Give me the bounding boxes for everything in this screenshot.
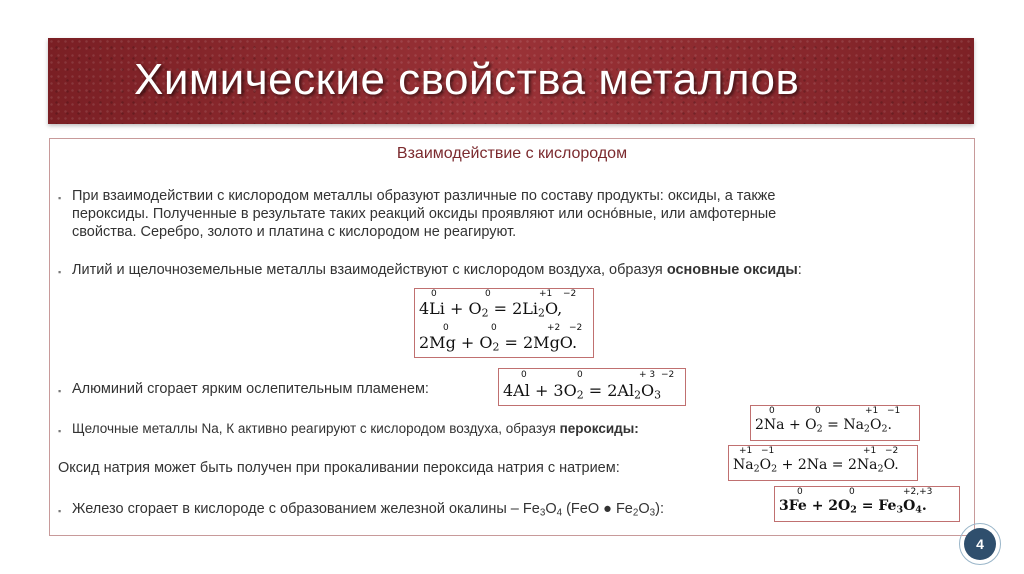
section-subtitle: Взаимодействие с кислородом	[396, 145, 628, 162]
paragraph-line: При взаимодействии с кислородом металлы образуют различные по составу продукты: оксиды, а также	[72, 188, 776, 204]
equation-sodium-peroxide	[755, 417, 892, 434]
equation-box-na	[750, 405, 920, 441]
bullet-icon: ▪	[58, 193, 62, 203]
eq-part: O	[759, 457, 772, 473]
eq-part: .	[887, 417, 892, 433]
formula-sub: 3	[649, 507, 656, 519]
oxidation-state: −2	[885, 446, 899, 456]
equation-aluminium	[503, 381, 661, 402]
eq-part: O.	[883, 457, 899, 473]
paragraph-text: Железо сгорает в кислороде с образованием железной окалины – Fe	[72, 501, 540, 517]
formula-sub: 2	[632, 507, 639, 519]
oxidation-state: −2	[569, 323, 583, 333]
eq-sub: 2	[771, 463, 778, 475]
paragraph-text: Щелочные металлы Na, К активно реагируют с кислородом воздуха, образуя	[72, 421, 560, 436]
bold-term: пероксиды:	[559, 421, 639, 436]
eq-part: 4Al + 3O	[503, 381, 577, 400]
eq-sub: 3	[896, 504, 904, 516]
oxidation-state: 0	[797, 487, 803, 497]
formula-part: O	[545, 501, 557, 517]
eq-part: 4Li + O	[419, 299, 482, 318]
oxidation-state: +1	[863, 446, 877, 456]
oxidation-state: +2	[547, 323, 561, 333]
eq-sub: 2	[881, 423, 888, 435]
eq-sub: 2	[538, 306, 545, 320]
eq-sub: 2	[816, 423, 823, 435]
eq-part: 2Mg + O	[419, 333, 493, 352]
oxidation-state: 0	[521, 370, 527, 380]
equation-box-na2o	[728, 445, 918, 481]
eq-part: O,	[544, 299, 563, 318]
content-panel	[49, 138, 975, 536]
eq-part: .	[921, 498, 927, 514]
formula-part: ):	[655, 501, 664, 517]
paragraph-lithium	[72, 261, 802, 279]
bullet-icon: ▪	[58, 267, 62, 277]
paragraph-line: пероксиды. Полученные в результате таких реакций оксиды проявляют или осно́вные, или амфотерные	[72, 206, 777, 222]
oxidation-state: −1	[887, 406, 901, 416]
eq-part: 3Fe + 2O	[779, 498, 851, 514]
eq-part: = Na	[822, 417, 864, 433]
eq-part: Na	[733, 457, 754, 473]
equation-box-fe	[774, 486, 960, 522]
paragraph-line: свойства. Серебро, золото и платина с кислородом не реагируют.	[72, 224, 517, 240]
eq-sub: 2	[576, 388, 584, 402]
equation-lithium	[419, 299, 562, 320]
oxidation-state: −1	[761, 446, 775, 456]
oxidation-state: + 3	[639, 370, 656, 380]
bullet-icon: ▪	[58, 426, 62, 436]
oxidation-state: −2	[563, 289, 577, 299]
paragraph-tail: :	[797, 262, 802, 278]
paragraph-sodium-oxide: Оксид натрия может быть получен при прокаливании пероксида натрия с натрием:	[58, 460, 620, 476]
eq-sub: 2	[863, 423, 870, 435]
oxidation-state: 0	[849, 487, 855, 497]
oxidation-state: 0	[485, 289, 491, 299]
eq-part: O	[903, 498, 916, 514]
oxidation-state: 0	[577, 370, 583, 380]
oxidation-state: +1	[865, 406, 879, 416]
eq-sub: 2	[877, 463, 884, 475]
eq-part: O	[869, 417, 882, 433]
eq-sub: 4	[915, 504, 922, 516]
equation-box-li-mg	[414, 288, 594, 358]
paragraph-iron	[72, 500, 664, 522]
oxidation-state: 0	[491, 323, 497, 333]
bold-term: основные оксиды	[666, 262, 798, 278]
oxidation-state: +1	[539, 289, 553, 299]
eq-sub: 2	[753, 463, 760, 475]
paragraph-aluminium: Алюминий сгорает ярким ослепительным пламенем:	[72, 381, 429, 397]
paragraph-sodium	[72, 420, 639, 438]
equation-magnesium	[419, 333, 577, 354]
oxidation-state: +1	[739, 446, 753, 456]
eq-sub: 2	[492, 340, 500, 354]
formula-part: O	[638, 501, 650, 517]
bullet-icon: ▪	[58, 506, 62, 516]
bullet-icon: ▪	[58, 386, 62, 396]
equation-sodium-oxide	[733, 457, 899, 474]
oxidation-state: −2	[661, 370, 675, 380]
formula-sub: 4	[556, 507, 563, 519]
eq-part: = 2Li	[488, 299, 539, 318]
eq-sub: 2	[850, 504, 857, 516]
paragraph-text: Литий и щелочноземельные металлы взаимодействуют с кислородом воздуха, образуя	[72, 262, 667, 278]
oxidation-state: 0	[431, 289, 437, 299]
equation-box-al	[498, 368, 686, 406]
formula-part: (FeO ● Fe	[562, 501, 633, 517]
oxidation-state: +2,+3	[903, 487, 933, 497]
page-number: 4	[964, 528, 996, 560]
eq-part: = 2Al	[583, 381, 635, 400]
eq-part: = Fe	[856, 498, 897, 514]
oxidation-state: 0	[769, 406, 775, 416]
eq-part: O	[641, 381, 655, 400]
oxidation-state: 0	[815, 406, 821, 416]
eq-sub: 2	[481, 306, 489, 320]
eq-part: = 2MgO.	[499, 333, 578, 352]
equation-iron	[779, 498, 927, 515]
page-number-badge	[959, 523, 1001, 565]
paragraph-general	[72, 187, 776, 241]
eq-sub: 2	[634, 388, 642, 402]
eq-part: + 2Na = 2Na	[777, 457, 878, 473]
eq-sub: 3	[654, 388, 662, 402]
formula-sub: 3	[539, 507, 546, 519]
slide-title: Химические свойства металлов	[134, 55, 800, 104]
oxidation-state: 0	[443, 323, 449, 333]
eq-part: 2Na + O	[755, 417, 817, 433]
